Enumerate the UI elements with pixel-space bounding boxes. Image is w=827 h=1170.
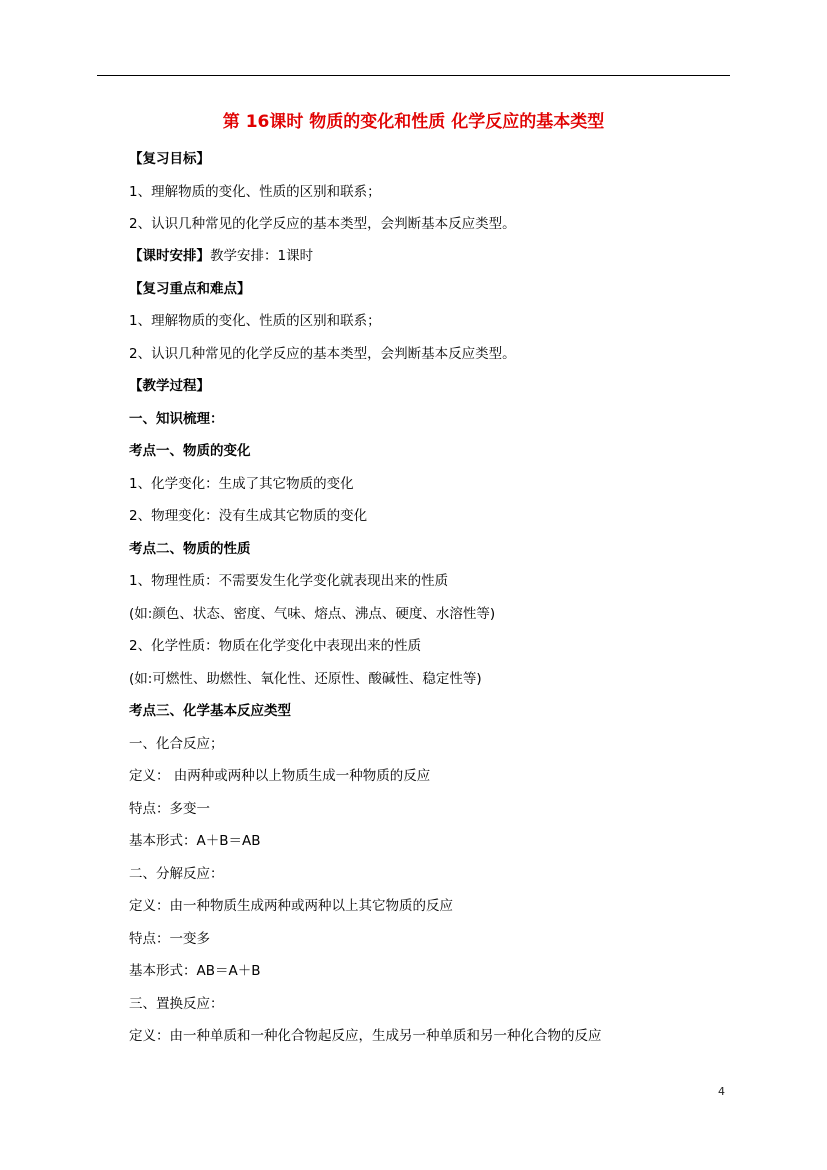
kaodian3-item-1: 一、化合反应； — [129, 736, 224, 752]
kaodian1-item-1: 1、化学变化：生成了其它物质的变化 — [129, 476, 354, 492]
schedule-line — [129, 247, 313, 265]
header-rule — [97, 75, 730, 76]
page-title: 第 16课时 物质的变化和性质 化学反应的基本类型 — [222, 112, 605, 132]
key-points-item-1: 1、理解物质的变化、性质的区别和联系； — [129, 313, 381, 329]
kaodian1-item-2: 2、物理变化：没有生成其它物质的变化 — [129, 508, 368, 524]
key-points-item-2: 2、认识几种常见的化学反应的基本类型，会判断基本反应类型。 — [129, 346, 516, 362]
section-knowledge: 一、知识梳理： — [129, 411, 224, 427]
kaodian3-item-4: 基本形式：A＋B＝AB — [129, 833, 261, 849]
review-goal-item-2: 2、认识几种常见的化学反应的基本类型，会判断基本反应类型。 — [129, 216, 516, 232]
schedule-text: 教学安排：1课时 — [210, 248, 314, 264]
kaodian2-item-3: 2、化学性质：物质在化学变化中表现出来的性质 — [129, 638, 422, 654]
kaodian3-item-7: 特点：一变多 — [129, 931, 210, 947]
schedule-heading: 【课时安排】 — [129, 248, 210, 264]
kaodian3-item-6: 定义：由一种物质生成两种或两种以上其它物质的反应 — [129, 898, 453, 914]
review-goal-item-1: 1、理解物质的变化、性质的区别和联系； — [129, 184, 381, 200]
kaodian2-item-1: 1、物理性质：不需要发生化学变化就表现出来的性质 — [129, 573, 449, 589]
page-number: 4 — [718, 1085, 725, 1098]
kaodian1-heading: 考点一、物质的变化 — [129, 443, 251, 459]
kaodian3-item-2: 定义： 由两种或两种以上物质生成一种物质的反应 — [129, 768, 431, 784]
kaodian3-heading: 考点三、化学基本反应类型 — [129, 703, 291, 719]
kaodian2-item-4: (如:可燃性、助燃性、氧化性、还原性、酸碱性、稳定性等) — [129, 671, 482, 687]
kaodian2-heading: 考点二、物质的性质 — [129, 541, 251, 557]
process-heading: 【教学过程】 — [129, 378, 210, 394]
key-points-heading: 【复习重点和难点】 — [129, 281, 251, 297]
kaodian3-item-3: 特点：多变一 — [129, 801, 210, 817]
kaodian3-item-9: 三、置换反应： — [129, 996, 224, 1012]
review-goal-heading: 【复习目标】 — [129, 151, 210, 167]
kaodian3-item-8: 基本形式：AB＝A＋B — [129, 963, 261, 979]
kaodian2-item-2: (如:颜色、状态、密度、气味、熔点、沸点、硬度、水溶性等) — [129, 606, 496, 622]
kaodian3-item-5: 二、分解反应： — [129, 866, 224, 882]
kaodian3-item-10: 定义：由一种单质和一种化合物起反应，生成另一种单质和另一种化合物的反应 — [129, 1028, 602, 1044]
